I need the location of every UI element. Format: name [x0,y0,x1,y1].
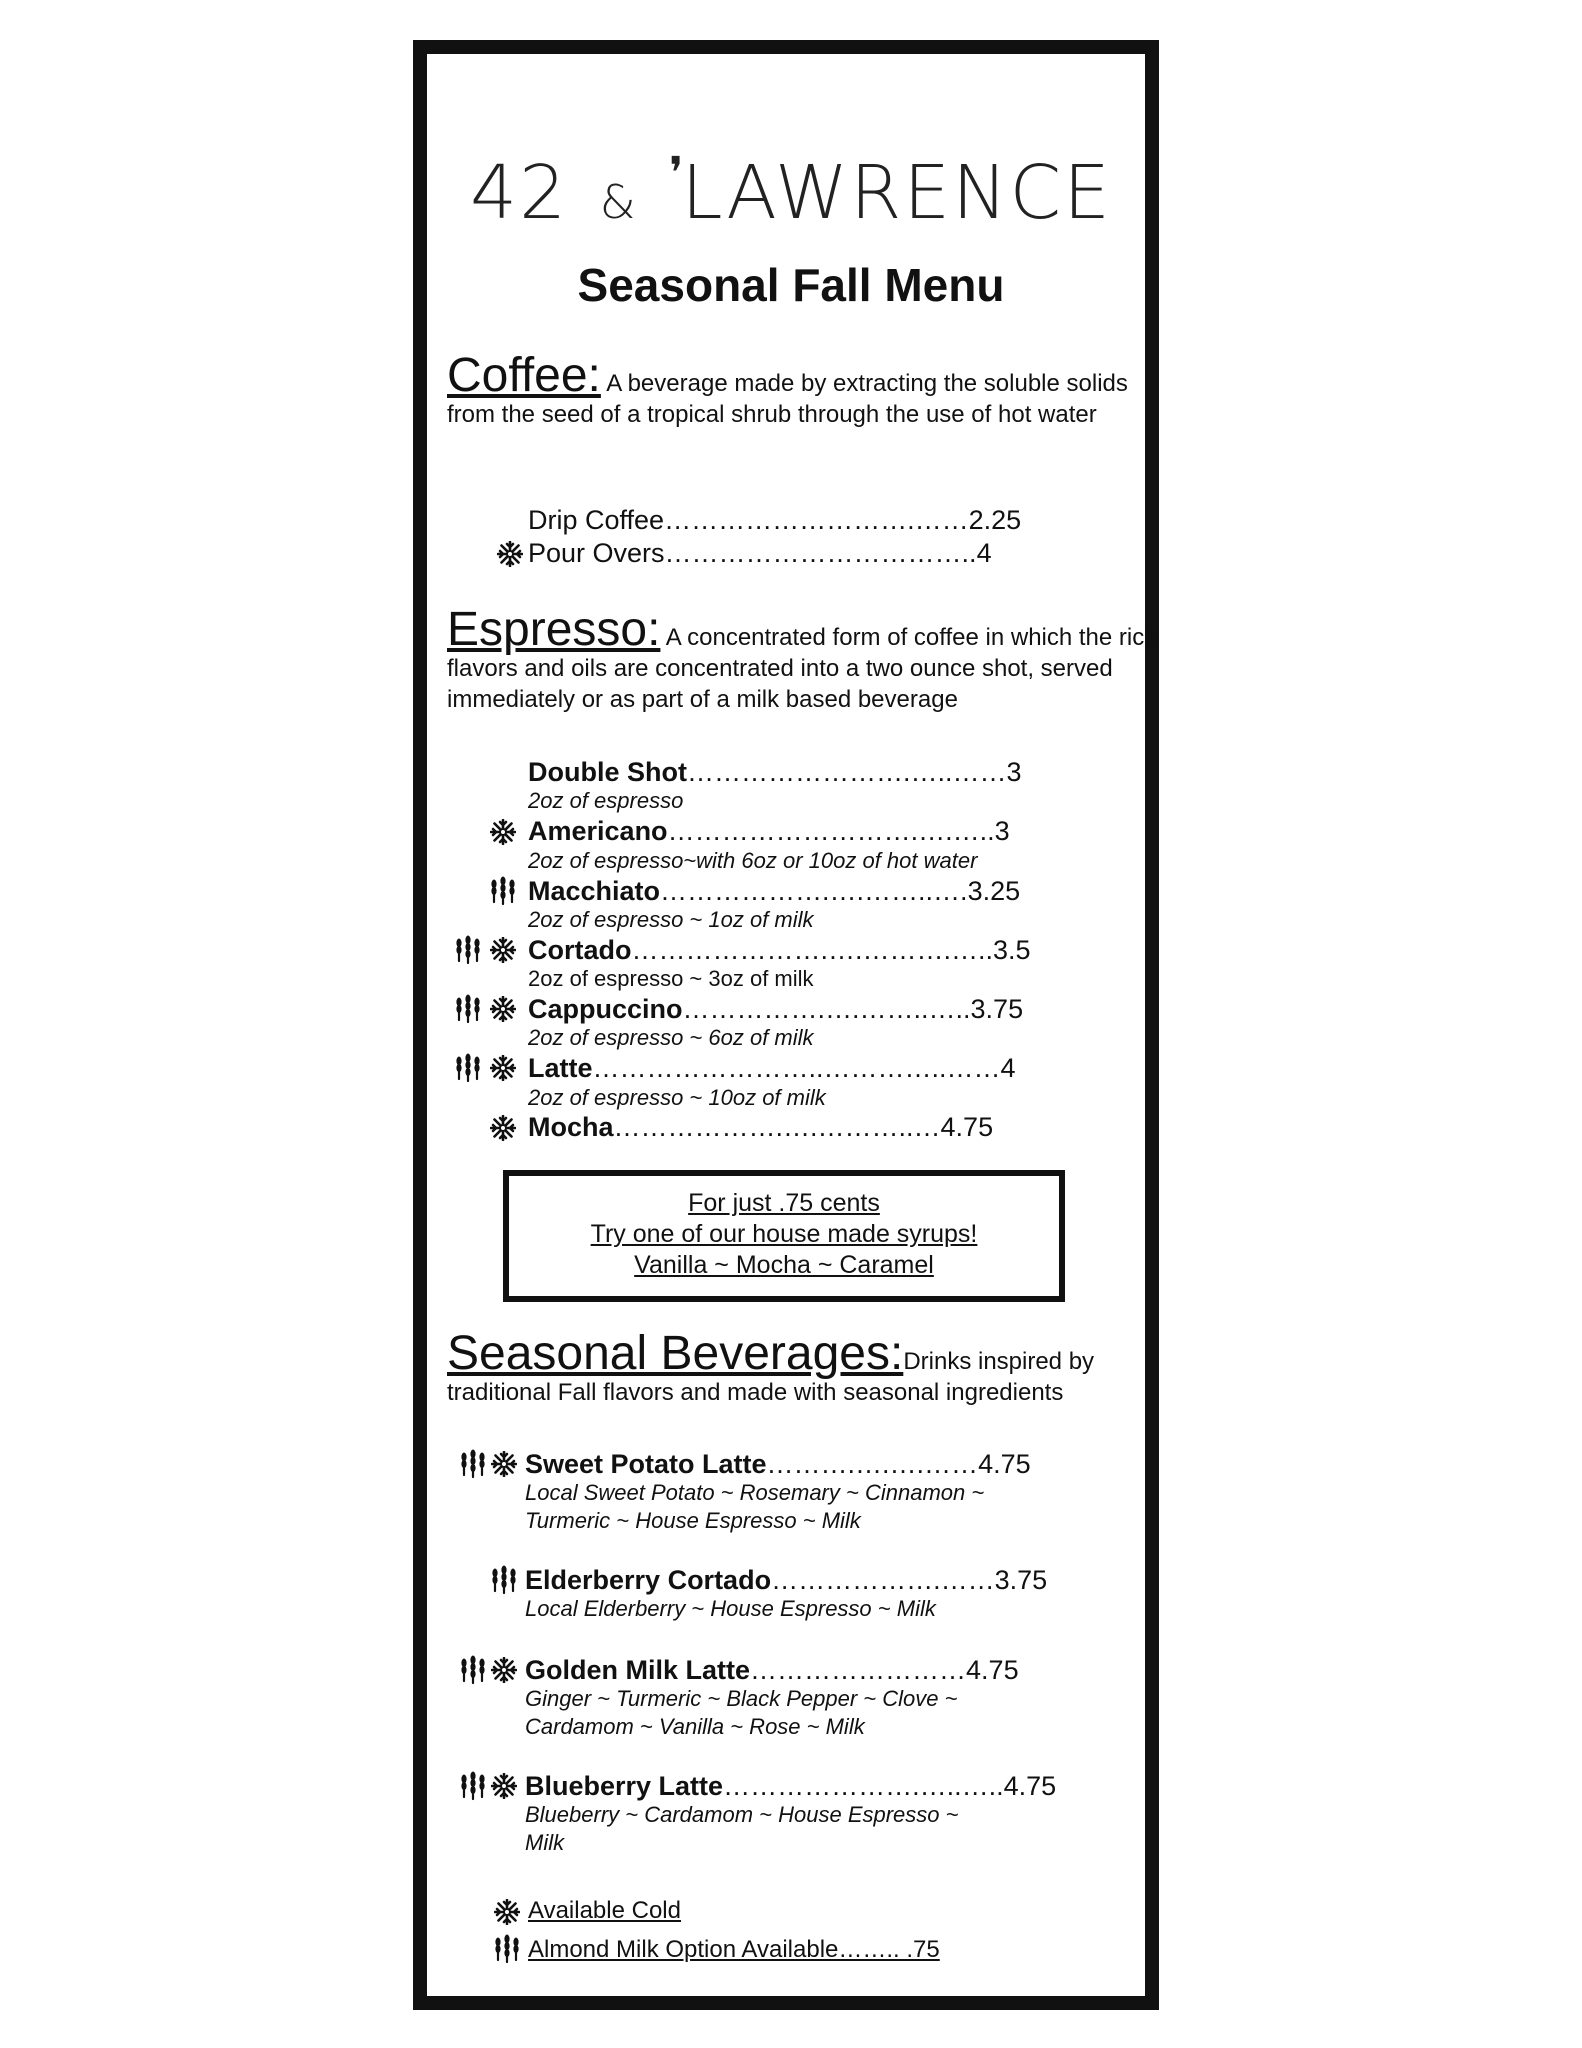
snowflake-icon [491,1773,517,1799]
menu-item-cortado: Cortado………………….….……….…..3.5 [528,935,1031,965]
menu-item-elderberry-cortado: Elderberry Cortado……………….……3.75 [525,1565,1048,1595]
item-note-elderberry: Local Elderberry ~ House Espresso ~ Milk [525,1596,936,1621]
menu-item-americano: Americano……………………….….…..3 [528,816,1010,846]
section-heading-espresso: Espresso: [447,603,661,656]
coffee-section [447,349,1167,430]
wheat-icon [455,994,481,1024]
item-note-americano: 2oz of espresso~with 6oz or 10oz of hot water [528,848,978,873]
legend-almond-milk: Almond Milk Option Available…….. .75 [528,1936,940,1963]
menu-item-golden-milk-latte: Golden Milk Latte……………………4.75 [525,1655,1019,1685]
legend-available-cold: Available Cold [528,1897,681,1924]
menu-item-double-shot: Double Shot…………………….…..……3 [528,757,1022,787]
snowflake-icon [491,1657,517,1683]
snowflake-icon [490,996,516,1022]
item-note-blueberry-1: Blueberry ~ Cardamom ~ House Espresso ~ [525,1802,959,1827]
logo-number: 42 [470,150,569,236]
item-note-sweet-potato-1: Local Sweet Potato ~ Rosemary ~ Cinnamon ~ [525,1480,985,1505]
wheat-icon [460,1449,486,1479]
item-note-macchiato: 2oz of espresso ~ 1oz of milk [528,907,814,932]
wheat-icon [455,935,481,965]
wheat-icon [491,1565,517,1595]
menu-item-sweet-potato-latte: Sweet Potato Latte……….….….……4.75 [525,1449,1031,1479]
logo-name: LAWRENCE [681,150,1112,236]
item-note-sweet-potato-2: Turmeric ~ House Espresso ~ Milk [525,1508,861,1533]
logo [0,150,1582,236]
item-note-double-shot: 2oz of espresso [528,788,684,813]
snowflake-icon [497,541,523,567]
item-note-blueberry-2: Milk [525,1830,565,1855]
section-heading-coffee: Coffee: [447,349,601,402]
espresso-section [447,603,1167,715]
wheat-icon [460,1655,486,1685]
snowflake-icon [490,937,516,963]
promo-line-2: Try one of our house made syrups! [590,1220,978,1248]
seasonal-section [447,1327,1127,1408]
logo-ampersand: & [599,175,638,229]
snowflake-icon [494,1899,520,1925]
wheat-icon [455,1053,481,1083]
snowflake-icon [490,1055,516,1081]
item-note-golden-milk-1: Ginger ~ Turmeric ~ Black Pepper ~ Clove ~ [525,1686,958,1711]
item-note-cappuccino: 2oz of espresso ~ 6oz of milk [528,1025,814,1050]
section-description-espresso: A concentrated form of coffee in which the rich flavors and oils are concentrated into a two ounce shot, served immediately or as part of a milk based beverage [447,624,1158,713]
wheat-icon [460,1771,486,1801]
menu-item-macchiato: Macchiato……………….….……..….3.25 [528,876,1021,906]
section-description-seasonal: Drinks inspired by traditional Fall flavors and made with seasonal ingredients [447,1348,1095,1406]
item-note-golden-milk-2: Cardamom ~ Vanilla ~ Rose ~ Milk [525,1714,865,1739]
item-note-latte: 2oz of espresso ~ 10oz of milk [528,1085,826,1110]
menu-item-latte: Latte……………………..…………..……4 [528,1053,1016,1083]
snowflake-icon [490,819,516,845]
menu-item-cappuccino: Cappuccino…………….….……..…..3.75 [528,994,1024,1024]
snowflake-icon [490,1115,516,1141]
snowflake-icon [491,1451,517,1477]
page-title: Seasonal Fall Menu [577,259,1005,311]
wheat-icon [494,1934,520,1964]
menu-item-blueberry-latte: Blueberry Latte………………….…..…..4.75 [525,1771,1057,1801]
promo-line-3: Vanilla ~ Mocha ~ Caramel [634,1251,934,1279]
wheat-icon [490,876,516,906]
section-heading-seasonal: Seasonal Beverages: [447,1327,904,1380]
menu-item-mocha: Mocha……………….….………..…4.75 [528,1112,994,1142]
menu-item-drip-coffee: Drip Coffee……………………….……2.25 [528,505,1022,535]
syrup-promo-box [503,1170,1065,1302]
apostrophe-mark-icon: ❜ [669,148,686,199]
section-description-coffee: A beverage made by extracting the soluble solids from the seed of a tropical shrub through the use of hot water [447,370,1128,428]
item-note-cortado: 2oz of espresso ~ 3oz of milk [528,966,814,991]
promo-line-1: For just .75 cents [688,1189,880,1217]
menu-item-pour-overs: Pour Overs……………………………..4 [528,538,992,568]
